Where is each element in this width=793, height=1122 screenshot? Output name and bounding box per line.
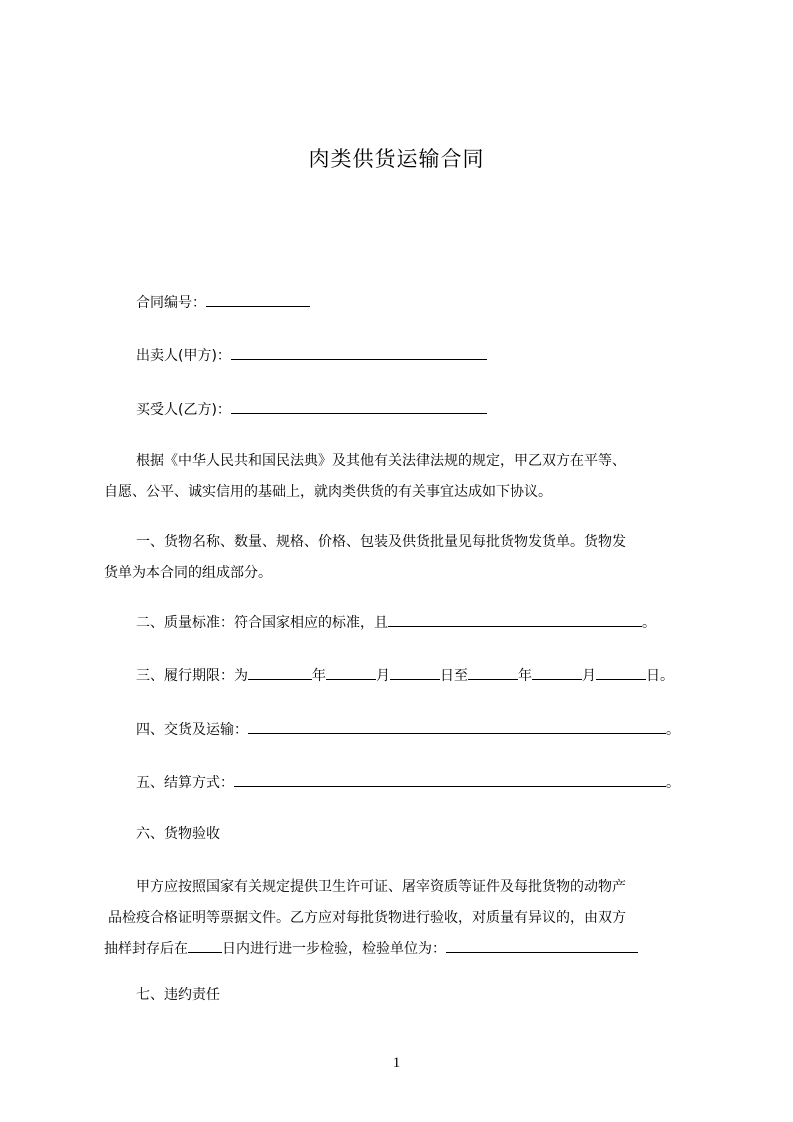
settlement-blank[interactable] (234, 771, 666, 787)
page-number: 1 (392, 1055, 401, 1071)
buyer-line (136, 398, 487, 420)
article-1-paragraph (104, 527, 704, 589)
article-6-line-3-start: 抽样封存后在 (104, 941, 188, 957)
end-year-unit: 年 (518, 668, 532, 684)
seller-blank[interactable] (231, 344, 487, 360)
contract-number-label: 合同编号： (136, 295, 206, 311)
delivery-blank[interactable] (248, 718, 666, 734)
end-year-blank[interactable] (468, 664, 518, 680)
document-title: 肉类供货运输合同 (308, 147, 485, 171)
end-day-unit: 日。 (646, 668, 674, 684)
article-6-line-3-mid: 日内进行进一步检验，检验单位为： (222, 941, 446, 957)
start-day-blank[interactable] (390, 664, 440, 680)
article-3-label: 三、履行期限：为 (136, 668, 248, 684)
buyer-label: 买受人(乙方)： (136, 402, 231, 418)
article-6-line-1: 甲方应按照国家有关规定提供卫生许可证、屠宰资质等证件及每批货物的动物产 (136, 879, 626, 895)
article-5-end: 。 (666, 775, 680, 791)
start-year-unit: 年 (312, 668, 326, 684)
article-5-label: 五、结算方式： (136, 775, 234, 791)
inspection-unit-blank[interactable] (446, 937, 638, 953)
end-month-blank[interactable] (532, 664, 582, 680)
article-2-line (136, 611, 656, 633)
article-1-line-1: 一、货物名称、数量、规格、价格、包装及供货批量见每批货物发货单。货物发 (136, 534, 626, 550)
start-year-blank[interactable] (248, 664, 312, 680)
seller-label: 出卖人(甲方)： (136, 348, 231, 364)
article-2-label: 二、质量标准：符合国家相应的标准，且 (136, 615, 388, 631)
article-6-paragraph (104, 872, 704, 965)
article-4-label: 四、交货及运输： (136, 722, 248, 738)
article-4-line (136, 718, 680, 740)
quality-standard-blank[interactable] (388, 611, 642, 627)
contract-number-blank[interactable] (206, 291, 310, 307)
article-7-heading: 七、违约责任 (136, 987, 220, 1003)
start-day-to: 日至 (440, 668, 468, 684)
end-day-blank[interactable] (596, 664, 646, 680)
seller-line (136, 344, 487, 366)
article-2-end: 。 (642, 615, 656, 631)
intro-line-2: 自愿、公平、诚实信用的基础上，就肉类供货的有关事宜达成如下协议。 (104, 484, 552, 500)
article-6-heading: 六、货物验收 (136, 826, 220, 842)
end-month-unit: 月 (582, 668, 596, 684)
article-3-line (136, 664, 674, 686)
inspection-days-blank[interactable] (188, 937, 222, 953)
article-5-line (136, 771, 680, 793)
intro-line-1: 根据《中华人民共和国民法典》及其他有关法律法规的规定，甲乙双方在平等、 (136, 453, 626, 469)
article-6-line-3 (104, 934, 704, 965)
start-month-unit: 月 (376, 668, 390, 684)
contract-number-line (136, 291, 310, 313)
buyer-blank[interactable] (231, 398, 487, 414)
article-6-line-2: 品检疫合格证明等票据文件。乙方应对每批货物进行验收，对质量有异议的，由双方 (108, 910, 626, 926)
article-1-line-2: 货单为本合同的组成部分。 (104, 565, 272, 581)
article-4-end: 。 (666, 722, 680, 738)
intro-paragraph (104, 446, 704, 508)
start-month-blank[interactable] (326, 664, 376, 680)
